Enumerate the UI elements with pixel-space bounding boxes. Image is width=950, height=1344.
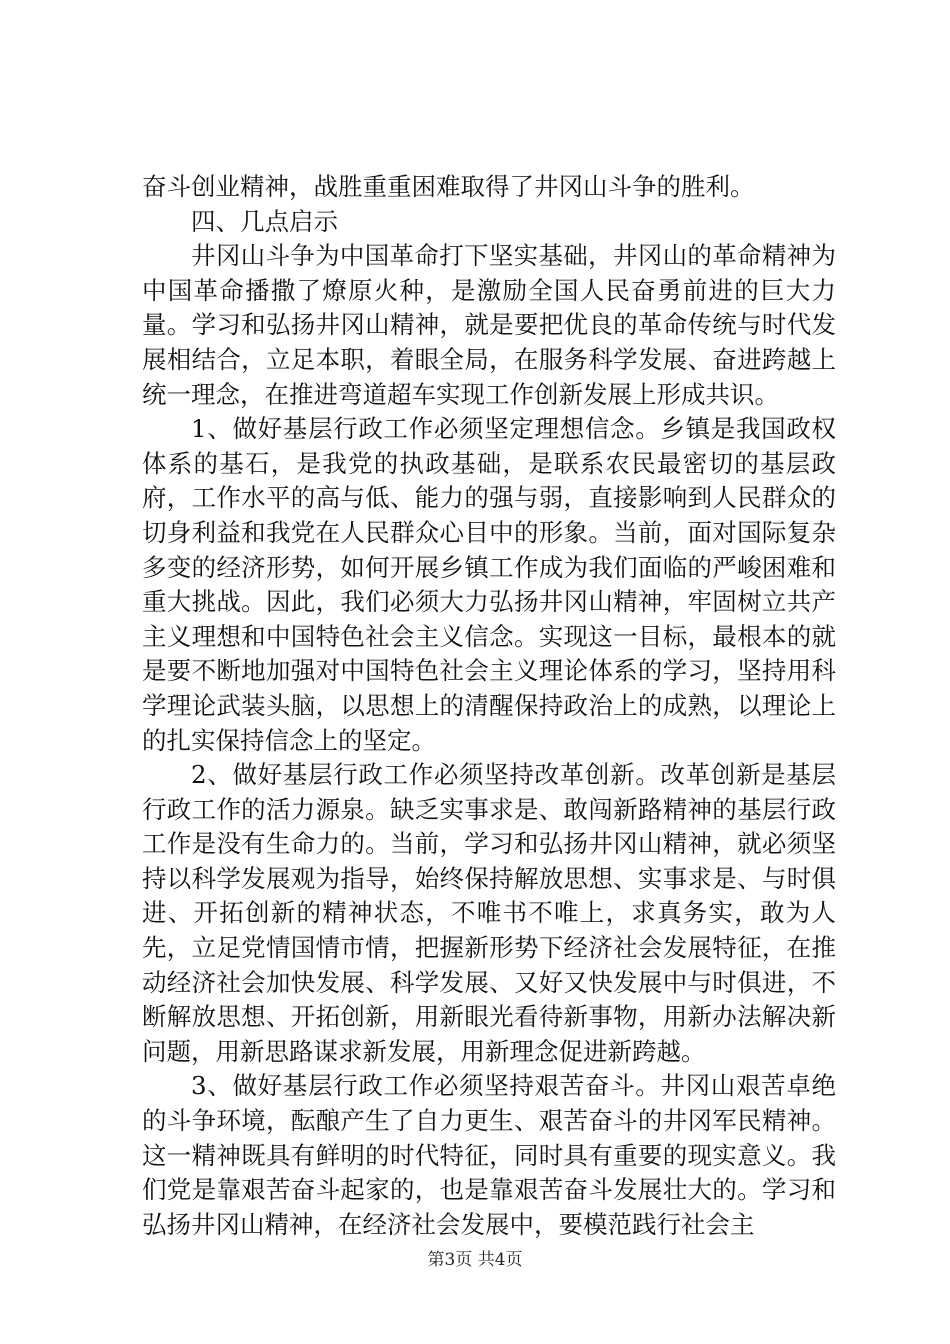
section-heading: 四、几点启示	[191, 206, 338, 236]
paragraph-point-1: 1、做好基层行政工作必须坚定理想信念。乡镇是我国政权体系的基石，是我党的执政基础，是联系农民最密切的基层政府，工作水平的高与低、能力的强与弱，直接影响到人民群众的切身利益和我党在人民群众心目中的形象。当前，面对国际复杂多变的经济形势，如何开展乡镇工作成为我们面临的严峻困难和重大挑战。因此，我们必须大力弘扬井冈山精神，牢固树立共产主义理想和中国特色社会主义信念。实现这一目标，最根本的就是要不断地加强对中国特色社会主义理论体系的学习，坚持用科学理论武装头脑，以思想上的清醒保持政治上的成熟，以理论上的扎实保持信念上的坚定。	[142, 414, 836, 755]
paragraph-intro: 井冈山斗争为中国革命打下坚实基础，井冈山的革命精神为中国革命播撒了燎原火种，是激励全国人民奋勇前进的巨大力量。学习和弘扬井冈山精神，就是要把优良的革命传统与时代发展相结合，立足本职，着眼全局，在服务科学发展、奋进跨越上统一理念，在推进弯道超车实现工作创新发展上形成共识。	[142, 241, 836, 409]
paragraph-point-2: 2、做好基层行政工作必须坚持改革创新。改革创新是基层行政工作的活力源泉。缺乏实事求是、敢闯新路精神的基层行政工作是没有生命力的。当前，学习和弘扬井冈山精神，就必须坚持以科学发展观为指导，始终保持解放思想、实事求是、与时俱进、开拓创新的精神状态，不唯书不唯上，求真务实，敢为人先，立足党情国情市情，把握新形势下经济社会发展特征，在推动经济社会加快发展、科学发展、又好又快发展中与时俱进，不断解放思想、开拓创新，用新眼光看待新事物，用新办法解决新问题，用新思路谋求新发展，用新理念促进新跨越。	[142, 760, 836, 1066]
paragraph-continuation: 奋斗创业精神，战胜重重困难取得了井冈山斗争的胜利。	[142, 172, 755, 201]
paragraph-point-3: 3、做好基层行政工作必须坚持艰苦奋斗。井冈山艰苦卓绝的斗争环境，酝酿产生了自力更生、艰苦奋斗的井冈军民精神。这一精神既具有鲜明的时代特征，同时具有重要的现实意义。我们党是靠艰苦奋斗起家的，也是靠艰苦奋斗发展壮大的。学习和弘扬井冈山精神，在经济社会发展中，要模范践行社会主	[142, 1071, 836, 1239]
page-footer: 第3页 共4页	[427, 1250, 523, 1270]
document-body	[142, 170, 836, 1242]
